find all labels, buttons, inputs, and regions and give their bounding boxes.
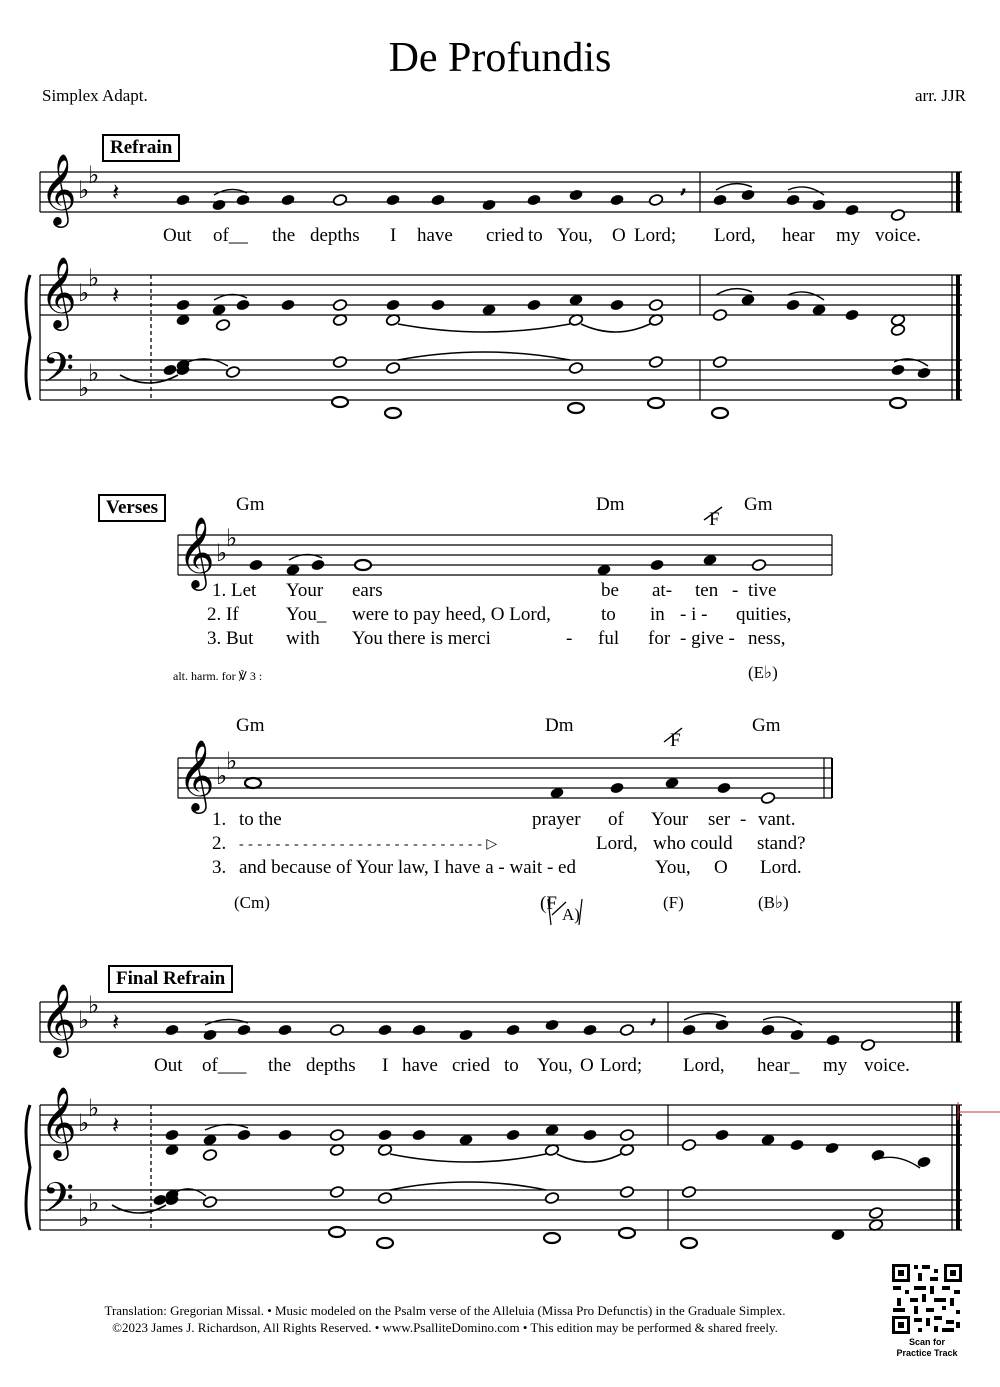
half-note [329,1185,344,1198]
quarter-note [714,1128,729,1141]
treble-clef-icon: 𝄞 [178,515,215,588]
lyric: You, [557,225,593,246]
lyric: my [823,1055,848,1076]
half-note [332,193,347,206]
half-note [760,791,775,804]
alt-chord-cm: (Cm) [234,893,270,912]
lyric: You there is merci [352,628,491,649]
quarter-rest-icon: 𝄽 [112,178,120,206]
quarter-note [505,1128,520,1141]
lyric: depths [306,1055,356,1076]
quarter-note [789,1138,804,1151]
lyric: ser [708,809,731,830]
tie [120,375,178,383]
half-note [712,308,727,321]
tie [581,324,650,332]
flat-icon: ♭ [78,176,90,204]
lyric: at- [652,580,673,601]
half-note [544,1191,559,1204]
half-note [868,1206,883,1219]
quarter-note [870,1148,885,1161]
final-refrain-label: Final Refrain [108,965,233,993]
quarter-rest-icon: 𝄽 [112,281,120,309]
half-note [332,298,347,311]
quarter-note [681,1023,696,1036]
lyric: Lord; [634,225,677,246]
quarter-note [211,198,226,211]
flat-icon: ♭ [78,1006,90,1034]
flat-icon: ♭ [78,1109,90,1137]
flat-icon: ♭ [88,1189,100,1217]
lyric: have [402,1055,438,1076]
chord-gm-3: Gm [236,715,265,736]
lyric: to [601,604,616,625]
lyric: stand? [757,833,806,854]
half-note [712,355,727,368]
lyric: cried [486,225,524,246]
lyric: I [390,225,397,246]
lyric: hear [782,225,815,246]
half-note [215,318,230,331]
half-note [648,355,663,368]
slur [716,289,752,295]
flat-icon: ♭ [78,374,90,402]
lyric: Lord. [760,857,802,878]
quarter-note [164,1023,179,1036]
final-barline-thick [956,172,960,212]
quarter-note [277,1128,292,1141]
quarter-note [785,298,800,311]
lyric: You, [537,1055,573,1076]
lyric: cried [452,1055,490,1076]
quarter-note [844,308,859,321]
half-note [202,1148,217,1161]
flat-icon: ♭ [88,161,100,189]
lyric: for [648,628,671,649]
lyric: - [566,628,573,649]
quarter-note [175,193,190,206]
lyric: of [608,809,624,830]
lyric: ears [352,580,383,601]
lyric: vant. [758,809,796,830]
qr-caption-line1: Scan for [908,1337,945,1347]
quarter-note [235,298,250,311]
lyric: I [382,1055,389,1076]
half-note [681,1138,696,1151]
quarter-note [582,1023,597,1036]
alt-chord-eb: (E♭) [748,663,778,682]
lyric: my [836,225,861,246]
quarter-note [844,203,859,216]
quarter-note [526,193,541,206]
whole-note [648,398,664,408]
chord-f-2: F [670,730,681,751]
whole-note [329,1227,345,1237]
quarter-note [740,188,755,201]
quarter-note [916,366,931,379]
quarter-note [430,298,445,311]
lyric: the [272,225,296,246]
flat-icon: ♭ [88,1094,100,1122]
chord-dm-1: Dm [596,494,625,515]
quarter-note [385,298,400,311]
lyric: to the [239,809,282,830]
final-barline-thick [956,1002,960,1042]
half-note [619,1023,634,1036]
quarter-note [825,1033,840,1046]
quarter-note [609,298,624,311]
lyric: - give - [680,628,735,649]
lyric: of___ [202,1055,247,1076]
half-note [751,558,766,571]
lyric: O [612,225,626,246]
lyric: ten [695,580,719,601]
arranger-credit: arr. JJR [915,86,966,105]
lyric: to [528,225,543,246]
lyric: - [732,580,739,601]
flat-icon: ♭ [226,524,238,552]
quarter-note [277,1023,292,1036]
lyric: in [650,604,665,625]
quarter-note [481,198,496,211]
lyric: Lord; [600,1055,643,1076]
quarter-note [235,193,250,206]
lyric: You, [655,857,691,878]
flat-icon: ♭ [88,359,100,387]
quarter-note [310,558,325,571]
lyric: Your [286,580,324,601]
lyric: - [740,809,747,830]
lyric: who could [653,833,733,854]
footer [40,1302,850,1336]
quarter-note [716,781,731,794]
lyric: Lord, [596,833,638,854]
source-credit: Simplex Adapt. [42,86,148,105]
slur [684,1014,726,1020]
lyric: the [268,1055,292,1076]
quarter-note [458,1028,473,1041]
half-note [385,361,400,374]
lyric: Lord, [683,1055,725,1076]
whole-note [544,1233,560,1243]
lyric: quities, [736,604,792,625]
tie [398,324,570,332]
lyric: ness, [748,628,786,649]
lyric: with [286,628,320,649]
quarter-note [202,1028,217,1041]
whole-note [890,398,906,408]
lyric: Lord, [714,225,756,246]
tie [398,352,570,360]
half-note [329,1023,344,1036]
whole-note [377,1238,393,1248]
breath-mark: , [650,1002,658,1028]
whole-note [245,778,261,788]
lyric: voice. [875,225,921,246]
whole-note [568,403,584,413]
half-note [648,193,663,206]
alt-chord-f-over-a: (F [540,893,557,914]
quarter-note [430,193,445,206]
quarter-note [785,193,800,206]
quarter-note [824,1141,839,1154]
flat-icon: ♭ [88,264,100,292]
lyric: be [601,580,619,601]
bass-clef-icon: 𝄢 [42,344,75,402]
brace [26,1105,30,1230]
lyric: and because of Your law, I have a - wait - ed [239,857,576,878]
slur [716,184,752,190]
quarter-note [377,1023,392,1036]
qr-caption [880,1337,974,1359]
quarter-note [714,1018,729,1031]
quarter-note [411,1128,426,1141]
alt-chord-f: (F) [663,893,684,912]
lyric: 1. Let [212,580,257,601]
quarter-note [649,558,664,571]
lyric: prayer [532,809,581,830]
flat-icon: ♭ [78,279,90,307]
quarter-note [280,193,295,206]
quarter-note [505,1023,520,1036]
quarter-note [712,193,727,206]
half-note [890,323,905,336]
lyric: ful [598,628,620,649]
tie [390,1154,546,1162]
whole-note [619,1228,635,1238]
quarter-note [280,298,295,311]
lyric: of__ [213,225,248,246]
quarter-note [568,188,583,201]
tie [112,1205,166,1213]
treble-clef-icon: 𝄞 [40,255,77,328]
quarter-note [248,558,263,571]
verses-label: Verses [98,494,166,522]
whole-note [712,408,728,418]
half-note [619,1185,634,1198]
bass-clef-icon: 𝄢 [42,1174,75,1232]
quarter-note [811,198,826,211]
lyric: depths [310,225,360,246]
qr-code-icon[interactable] [890,1262,964,1336]
lyric: voice. [864,1055,910,1076]
half-note [202,1195,217,1208]
lyric: 3. [212,857,227,878]
whole-note [385,408,401,418]
quarter-note [236,1023,251,1036]
quarter-note [789,1028,804,1041]
chord-gm-4: Gm [752,715,781,736]
slur [763,1017,802,1025]
lyric: Your [651,809,689,830]
lyric: O [714,857,728,878]
lyric: hear_ [757,1055,800,1076]
flat-icon: ♭ [78,1204,90,1232]
half-note [860,1038,875,1051]
half-note [568,361,583,374]
tie [390,1182,546,1190]
qr-caption-line2: Practice Track [896,1348,958,1358]
alt-chord-bb: (B♭) [758,893,789,912]
half-note [332,355,347,368]
chord-dm-2: Dm [545,715,574,736]
chord-gm-1: Gm [236,494,265,515]
quarter-note [162,363,177,376]
lyric: 2. If [207,604,239,625]
quarter-note [385,193,400,206]
slur [788,292,824,300]
continuation-dashes: - - - - - - - - - - - - - - - - - - - - - - - - - - - ▷ [239,837,498,852]
lyric: tive [748,580,777,601]
half-note [377,1191,392,1204]
quarter-note [544,1018,559,1031]
whole-note [355,560,371,570]
flat-icon: ♭ [88,991,100,1019]
lyric: 2. [212,833,227,854]
quarter-note [236,1128,251,1141]
quarter-note [890,363,905,376]
breath-mark: , [680,172,688,198]
lyric: O [580,1055,594,1076]
quarter-note [526,298,541,311]
page-title: De Profundis [388,35,612,81]
final-barline-thick [956,275,960,400]
quarter-rest-icon: 𝄽 [112,1008,120,1036]
alt-harmony-label: alt. harm. for ℣ 3 : [173,669,263,683]
half-note [329,1128,344,1141]
footer-copyright: ©2023 James J. Richardson, All Rights Reserved. • www.PsalliteDomino.com • This edition may be performed & shared freely. [112,1320,778,1335]
half-note [648,298,663,311]
quarter-rest-icon: 𝄽 [112,1111,120,1139]
quarter-note [760,1023,775,1036]
whole-note [681,1238,697,1248]
lyric: to [504,1055,519,1076]
treble-clef-icon: 𝄞 [178,738,215,811]
refrain-label: Refrain [102,134,180,162]
lyric: You_ [286,604,327,625]
treble-clef-icon: 𝄞 [40,152,77,225]
brace [26,275,30,400]
lyric: Out [154,1055,183,1076]
slur [874,1157,920,1168]
quarter-note [609,781,624,794]
flat-icon: ♭ [216,762,228,790]
flat-icon: ♭ [226,747,238,775]
chord-f-1: F [709,509,720,530]
quarter-note [377,1128,392,1141]
half-note [681,1185,696,1198]
lyric: were to pay heed, O Lord, [352,604,551,625]
treble-clef-icon: 𝄞 [40,1085,77,1158]
half-note [890,208,905,221]
tie [557,1154,621,1162]
chord-gm-2: Gm [744,494,773,515]
quarter-note [411,1023,426,1036]
slur [788,187,824,195]
quarter-note [164,1128,179,1141]
lyric: Out [163,225,192,246]
lyric: - i - [680,604,708,625]
whole-note [332,397,348,407]
flat-icon: ♭ [216,539,228,567]
quarter-note [582,1128,597,1141]
treble-clef-icon: 𝄞 [40,982,77,1055]
quarter-note [175,298,190,311]
half-note [225,365,240,378]
footer-translation-credit: Translation: Gregorian Missal. • Music modeled on the Psalm verse of the Alleluia (Missa Pro Defunctis) in the Graduale Simplex. [104,1303,786,1318]
lyric: have [417,225,453,246]
alt-chord-f-over-a-bass: A) [562,905,580,924]
lyric: 3. But [207,628,254,649]
lyric: 1. [212,809,227,830]
final-barline-thick [956,1105,960,1230]
quarter-note [609,193,624,206]
half-note [619,1128,634,1141]
